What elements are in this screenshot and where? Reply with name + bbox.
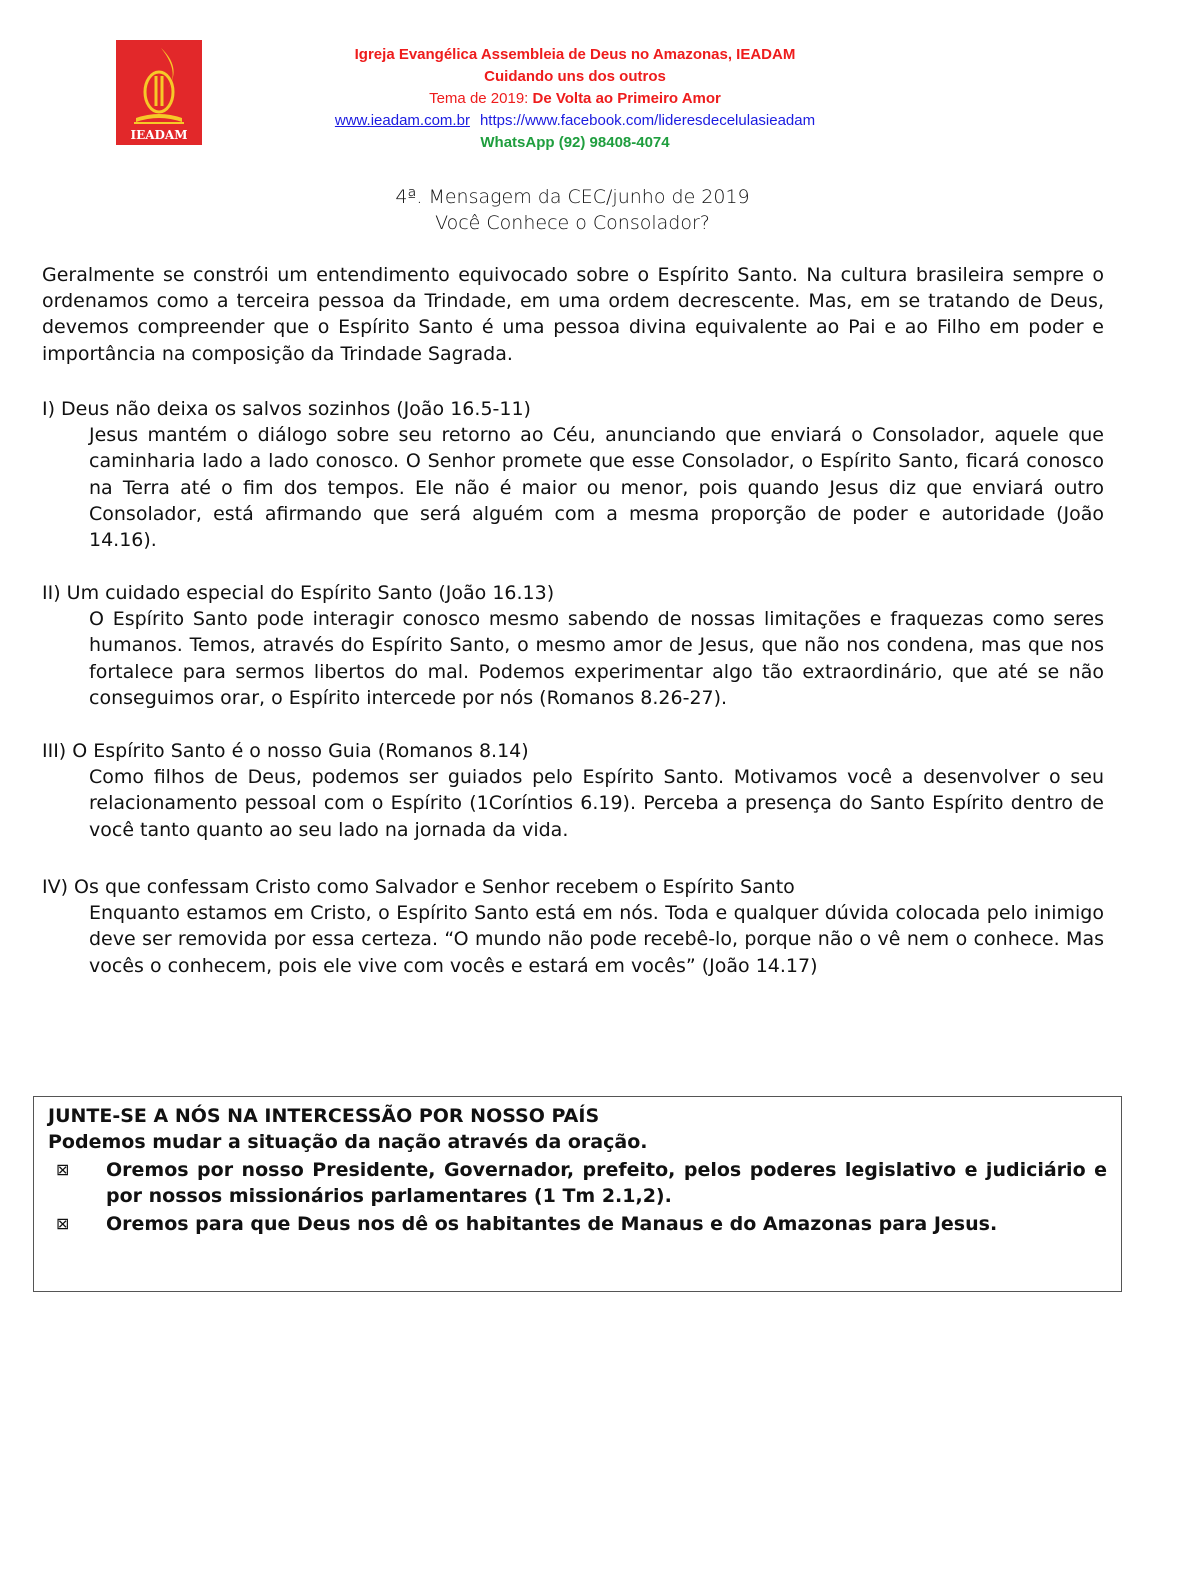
intercession-heading: JUNTE-SE A NÓS NA INTERCESSÃO POR NOSSO PAÍS (48, 1105, 600, 1127)
section-heading: IV) Os que confessam Cristo como Salvador e Senhor recebem o Espírito Santo (42, 876, 795, 898)
intro-paragraph: Geralmente se constrói um entendimento equivocado sobre o Espírito Santo. Na cultura brasileira sempre o ordenamos como a terceira pessoa da Trindade, em uma ordem decrescente. Mas, em se tratando de Deus, devemos compreender que o Espírito Santo é uma pessoa divina equivalente ao Pai e ao Filho em poder e importância na composição da Trindade Sagrada. (42, 264, 1104, 365)
checkbox-bullet-icon: ⊠ (56, 1160, 70, 1179)
section-3 (42, 738, 1104, 843)
intercession-subheading: Podemos mudar a situação da nação através da oração. (48, 1131, 648, 1153)
theme-line (230, 88, 920, 110)
section-1 (42, 396, 1104, 553)
website-link[interactable]: www.ieadam.com.br (334, 112, 470, 129)
theme-title: De Volta ao Primeiro Amor (532, 90, 721, 107)
svg-text:IEADAM: IEADAM (130, 128, 188, 142)
church-name: Igreja Evangélica Assembleia de Deus no Amazonas, IEADAM (354, 46, 796, 63)
checkbox-bullet-icon: ⊠ (56, 1214, 70, 1233)
section-heading: II) Um cuidado especial do Espírito Santo (João 16.13) (42, 582, 555, 604)
facebook-link[interactable]: https://www.facebook.com/lideresdecelulasieadam (479, 112, 816, 129)
church-header (230, 44, 920, 154)
section-paragraph: Enquanto estamos em Cristo, o Espírito Santo está em nós. Toda e qualquer dúvida colocada pelo inimigo deve ser removida por essa certeza. “O mundo não pode recebê-lo, porque não o vê nem o conhece. Mas vocês o conhecem, pois ele vive com vocês e estará em vocês” (João 14.17) (89, 902, 1104, 977)
message-title (0, 184, 1145, 236)
section-4 (42, 874, 1104, 979)
whatsapp-contact: WhatsApp (92) 98408-4074 (480, 134, 670, 151)
section-paragraph: O Espírito Santo pode interagir conosco mesmo sabendo de nossas limitações e fraquezas como seres humanos. Temos, através do Espírito Santo, o mesmo amor de Jesus, que não nos condena, mas que nos fortalece para sermos libertos do mal. Podemos experimentar algo tão extraordinário, que até se não conseguimos orar, o Espírito intercede por nós (Romanos 8.26-27). (89, 608, 1104, 709)
section-heading: I) Deus não deixa os salvos sozinhos (João 16.5-11) (42, 398, 531, 420)
church-motto: Cuidando uns dos outros (484, 68, 666, 85)
links-line (230, 110, 920, 132)
prayer-item-text: Oremos para que Deus nos dê os habitantes de Manaus e do Amazonas para Jesus. (106, 1213, 998, 1235)
church-emblem-icon (116, 40, 202, 145)
section-heading: III) O Espírito Santo é o nosso Guia (Romanos 8.14) (42, 740, 529, 762)
section-paragraph: Como filhos de Deus, podemos ser guiados pelo Espírito Santo. Motivamos você a desenvolver o seu relacionamento pessoal com o Espírito (1Coríntios 6.19). Perceba a presença do Santo Espírito dentro de você tanto quanto ao seu lado na jornada da vida. (89, 766, 1104, 841)
ieadam-logo (116, 40, 202, 145)
prayer-item (48, 1211, 1107, 1237)
theme-prefix: Tema de 2019: (429, 90, 533, 107)
message-title-line1: 4ª. Mensagem da CEC/junho de 2019 (395, 186, 750, 208)
section-paragraph: Jesus mantém o diálogo sobre seu retorno ao Céu, anunciando que enviará o Consolador, aquele que caminharia lado a lado conosco. O Senhor promete que esse Consolador, o Espírito Santo, ficará conosco na Terra até o fim dos tempos. Ele não é maior ou menor, pois quando Jesus diz que enviará outro Consolador, está afirmando que será alguém com a mesma proporção de poder e autoridade (João 14.16). (89, 424, 1104, 552)
message-title-line2: Você Conhece o Consolador? (435, 212, 710, 234)
section-2 (42, 580, 1104, 711)
prayer-item-text: Oremos por nosso Presidente, Governador, prefeito, pelos poderes legislativo e judiciário e por nossos missionários parlamentares (1 Tm 2.1,2). (106, 1159, 1107, 1207)
prayer-item (48, 1157, 1107, 1209)
intercession-box (33, 1096, 1122, 1292)
